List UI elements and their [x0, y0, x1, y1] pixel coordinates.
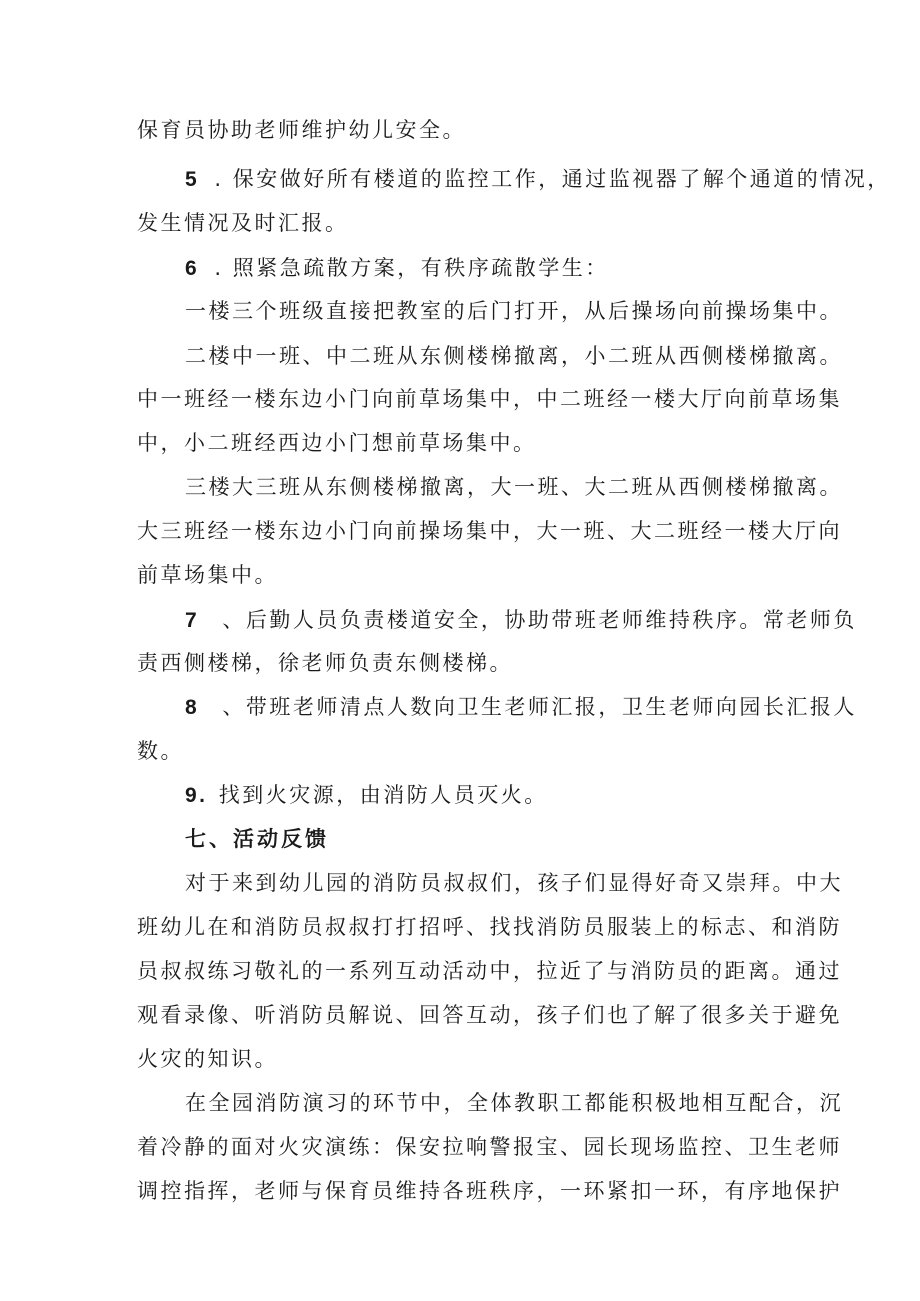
section-heading: 七、活动反馈 [185, 827, 329, 851]
text-line: 三楼大三班从东侧楼梯撤离，大一班、大二班从西侧楼梯撤离。 [185, 475, 843, 499]
list-item-text: . 照紧急疏散方案，有秩序疏散学生： [214, 256, 609, 280]
text-line: 保育员协助老师维护幼儿安全。 [137, 118, 466, 142]
list-item-7 [185, 606, 857, 635]
text-line: 数。 [137, 739, 184, 763]
list-item-text: 找到火灾源，由消防人员灭火。 [218, 783, 548, 807]
text-line: 责西侧楼梯，徐老师负责东侧楼梯。 [137, 651, 513, 675]
text-line: 对于来到幼儿园的消防员叔叔们，孩子们显得好奇又崇拜。中大 [185, 871, 843, 895]
text-line: 二楼中一班、中二班从东侧楼梯撤离，小二班从西侧楼梯撤离。 [185, 344, 843, 368]
list-item-5 [185, 165, 891, 194]
text-line: 着冷静的面对火灾演练：保安拉响警报宝、园长现场监控、卫生老师 [137, 1135, 842, 1159]
list-number: 9. [185, 784, 208, 807]
text-line: 在全园消防演习的环节中，全体教职工都能积极地相互配合，沉 [185, 1091, 843, 1115]
text-line: 调控指挥，老师与保育员维持各班秩序，一环紧扣一环，有序地保护 [137, 1179, 842, 1203]
list-item-text: 、后勤人员负责楼道安全，协助带班老师维持秩序。常老师负 [222, 608, 857, 632]
list-item-text: . 保安做好所有楼道的监控工作，通过监视器了解个通道的情况， [214, 167, 891, 191]
list-item-6 [185, 254, 609, 283]
list-number: 6 [185, 257, 200, 280]
text-line: 火灾的知识。 [137, 1047, 278, 1071]
list-item-9 [185, 781, 548, 810]
text-line: 中一班经一楼东边小门向前草场集中，中二班经一楼大厅向前草场集 [137, 387, 842, 411]
list-number: 8 [185, 696, 200, 719]
list-number: 5 [185, 168, 200, 191]
text-line: 一楼三个班级直接把教室的后门打开，从后操场向前操场集中。 [185, 299, 843, 323]
list-item-text: 、带班老师清点人数向卫生老师汇报，卫生老师向园长汇报人 [222, 695, 857, 719]
list-number: 7 [185, 609, 200, 632]
text-line: 中，小二班经西边小门想前草场集中。 [137, 431, 537, 455]
text-line: 大三班经一楼东边小门向前操场集中，大一班、大二班经一楼大厅向 [137, 519, 842, 543]
text-line: 前草场集中。 [137, 563, 278, 587]
text-line: 观看录像、听消防员解说、回答互动，孩子们也了解了很多关于避免 [137, 1003, 842, 1027]
text-line: 班幼儿在和消防员叔叔打打招呼、找找消防员服装上的标志、和消防 [137, 915, 842, 939]
text-line: 员叔叔练习敬礼的一系列互动活动中，拉近了与消防员的距离。通过 [137, 959, 842, 983]
list-item-8 [185, 693, 857, 722]
text-line: 发生情况及时汇报。 [137, 211, 349, 235]
